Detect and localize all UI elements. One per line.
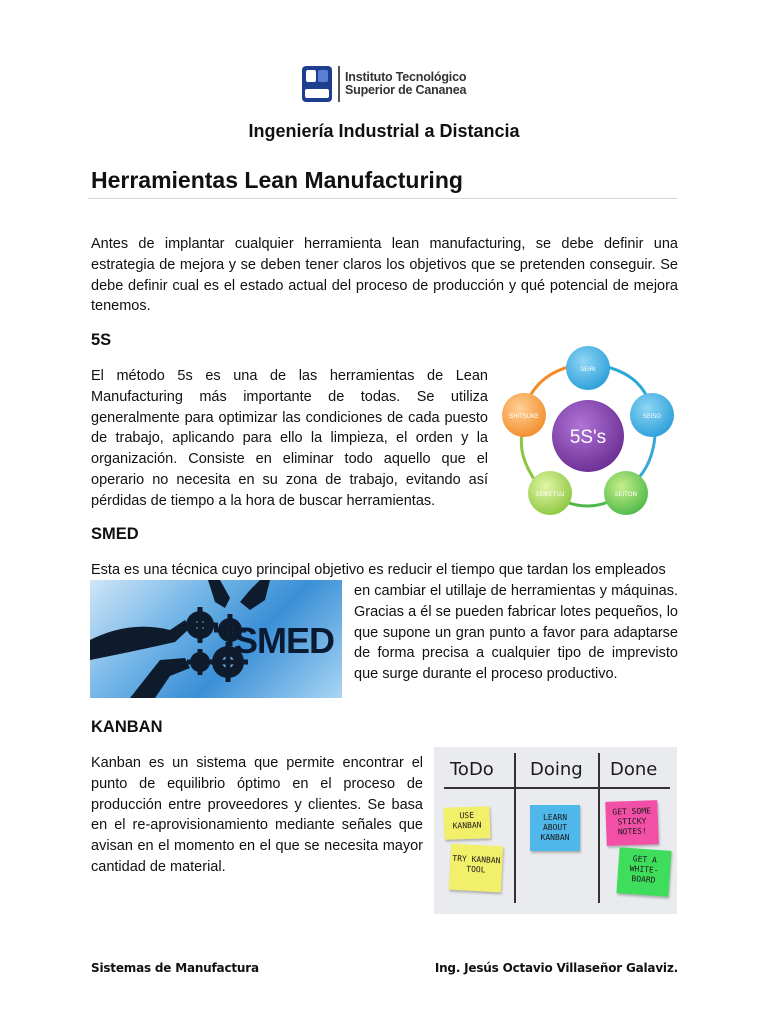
- node-seiri-label: SEIRI: [580, 366, 596, 373]
- title-divider: [88, 198, 677, 199]
- note-whiteboard: GET A WHITE-BOARD: [616, 847, 671, 897]
- footer-course: Sistemas de Manufactura: [91, 961, 259, 975]
- note-learn-kanban: LEARN ABOUT KANBAN: [530, 805, 580, 851]
- board-divider-2: [598, 753, 600, 903]
- heading-5s: 5S: [91, 331, 112, 349]
- heading-smed: SMED: [91, 525, 139, 543]
- note-use-kanban: USE KANBAN: [443, 806, 490, 840]
- institute-seal-icon: [302, 66, 332, 102]
- intro-paragraph: Antes de implantar cualquier herramienta lean manufacturing, se debe definir una estrategia de mejora y se deben tener claros los objetivos que se pretenden conseguir. Se debe definir cual es el estado actual del proceso de producción y qué potencial de mejora tenemos.: [91, 236, 678, 315]
- smed-image: [90, 580, 342, 698]
- board-divider-1: [514, 753, 516, 903]
- logo-text: [345, 71, 466, 97]
- 5s-cycle-diagram: [500, 344, 678, 520]
- paragraph-kanban: Kanban es un sistema que permite encontrar el punto de equilibrio óptimo en el proceso de producción entre proveedores y clientes. Se basa en el re-aprovisionamiento mediante señales que avisan en el momento en el que se necesita mayor cantidad de material.: [91, 755, 423, 875]
- smed-image-label: SMED: [233, 620, 334, 661]
- board-header-line: [444, 787, 670, 789]
- heading-kanban: KANBAN: [91, 718, 163, 736]
- node-seiketsu-label: SEIKETSU: [535, 491, 565, 498]
- page-subtitle: Ingeniería Industrial a Distancia: [248, 121, 520, 141]
- node-seiton-label: SEITON: [614, 491, 638, 498]
- footer-author: Ing. Jesús Octavio Villaseñor Galaviz.: [434, 961, 678, 975]
- page-title: Herramientas Lean Manufacturing: [91, 167, 463, 193]
- center-label: 5S's: [569, 427, 607, 448]
- paragraph-smed-first-line: Esta es una técnica cuyo principal objetivo es reducir el tiempo que tardan los empleados: [91, 562, 666, 578]
- kanban-board-image: [434, 747, 677, 914]
- logo-line-2: Superior de Cananea: [345, 83, 467, 97]
- node-shitsuke-label: SHITSUKE: [509, 413, 539, 420]
- column-done: Done: [610, 759, 658, 780]
- node-seiso-label: SEISO: [643, 413, 661, 420]
- paragraph-5s: El método 5s es una de las herramientas de Lean Manufacturing más importante de todas. Se utiliza generalmente para optimizar las condiciones de cada puesto de trabajo, aplicando para ello la limpieza, el orden y la organización. Consiste en eliminar todo aquello que el operario no necesita en su zona de trabajo, evitando así pérdidas de tiempo a la hora de buscar herramientas.: [91, 368, 488, 509]
- note-try-kanban: TRY KANBAN TOOL: [449, 844, 503, 893]
- column-todo: ToDo: [450, 759, 494, 780]
- paragraph-smed: en cambiar el utillaje de herramientas y máquinas. Gracias a él se pueden fabricar lotes pequeños, lo que supone un gran punto a favor para adaptarse de forma precisa a cualquier tipo de imprevisto que surge durante el proceso productivo.: [354, 583, 678, 683]
- institute-logo: [302, 64, 468, 104]
- note-sticky-notes: GET SOME STICKY NOTES!: [605, 800, 659, 846]
- column-doing: Doing: [530, 759, 583, 780]
- logo-line-1: Instituto Tecnológico: [345, 70, 467, 84]
